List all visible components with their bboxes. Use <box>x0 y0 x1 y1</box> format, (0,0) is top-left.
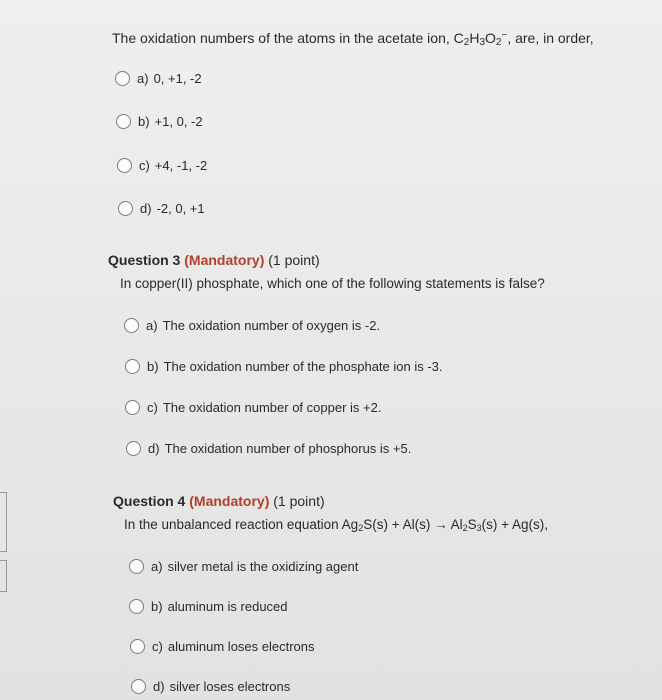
question-2-option-a[interactable]: a) 0, +1, -2 <box>115 71 202 86</box>
page-edge-marker <box>0 492 7 552</box>
option-label: The oxidation number of oxygen is -2. <box>162 318 381 333</box>
option-label: The oxidation number of phosphorus is +5. <box>164 441 412 456</box>
question-2-text: The oxidation numbers of the atoms in the acetate ion, $C_2H_3O_2^-$, are, in order, <box>112 30 594 48</box>
option-label: 0, +1, -2 <box>153 71 202 86</box>
option-label: silver metal is the oxidizing agent <box>167 559 359 574</box>
radio-button[interactable] <box>115 71 130 86</box>
question-2-option-d[interactable]: d) -2, 0, +1 <box>118 201 205 216</box>
mandatory-label: (Mandatory) <box>189 493 270 509</box>
question-2-option-b[interactable]: b) +1, 0, -2 <box>116 114 203 129</box>
radio-button[interactable] <box>129 559 144 574</box>
radio-button[interactable] <box>125 400 140 415</box>
question-title: Question 4 <box>113 493 186 509</box>
option-label: -2, 0, +1 <box>156 201 205 216</box>
option-label: silver loses electrons <box>169 679 291 694</box>
question-4-header <box>113 493 325 509</box>
question-4-option-c[interactable]: c) aluminum loses electrons <box>130 639 315 654</box>
radio-button[interactable] <box>130 639 145 654</box>
question-4-text: In the unbalanced reaction equation $Ag_2S(s) + Al(s) \to Al_2S_3(s) + Ag(s)$, <box>124 517 549 533</box>
question-3-header <box>108 252 320 268</box>
page-edge-marker <box>0 560 7 592</box>
option-label: aluminum is reduced <box>167 599 288 614</box>
radio-button[interactable] <box>126 441 141 456</box>
question-3-option-a[interactable]: a) The oxidation number of oxygen is -2. <box>124 318 380 333</box>
radio-button[interactable] <box>116 114 131 129</box>
question-4-option-d[interactable]: d) silver loses electrons <box>131 679 290 694</box>
points-label: (1 point) <box>268 252 320 268</box>
question-4-option-a[interactable]: a) silver metal is the oxidizing agent <box>129 559 358 574</box>
radio-button[interactable] <box>129 599 144 614</box>
question-2-option-c[interactable]: c) +4, -1, -2 <box>117 158 207 173</box>
mandatory-label: (Mandatory) <box>184 252 265 268</box>
option-label: aluminum loses electrons <box>167 639 315 654</box>
question-3-text: In copper(II) phosphate, which one of the following statements is false? <box>120 276 545 291</box>
option-label: +4, -1, -2 <box>154 158 208 173</box>
points-label: (1 point) <box>273 493 325 509</box>
radio-button[interactable] <box>118 201 133 216</box>
option-label: The oxidation number of the phosphate ion is -3. <box>163 359 443 374</box>
radio-button[interactable] <box>131 679 146 694</box>
radio-button[interactable] <box>125 359 140 374</box>
radio-button[interactable] <box>124 318 139 333</box>
question-3-option-b[interactable]: b) The oxidation number of the phosphate ion is -3. <box>125 359 443 374</box>
question-title: Question 3 <box>108 252 181 268</box>
radio-button[interactable] <box>117 158 132 173</box>
question-4-option-b[interactable]: b) aluminum is reduced <box>129 599 288 614</box>
option-label: The oxidation number of copper is +2. <box>162 400 382 415</box>
question-3-option-c[interactable]: c) The oxidation number of copper is +2. <box>125 400 381 415</box>
question-3-option-d[interactable]: d) The oxidation number of phosphorus is +5. <box>126 441 411 456</box>
option-label: +1, 0, -2 <box>154 114 203 129</box>
